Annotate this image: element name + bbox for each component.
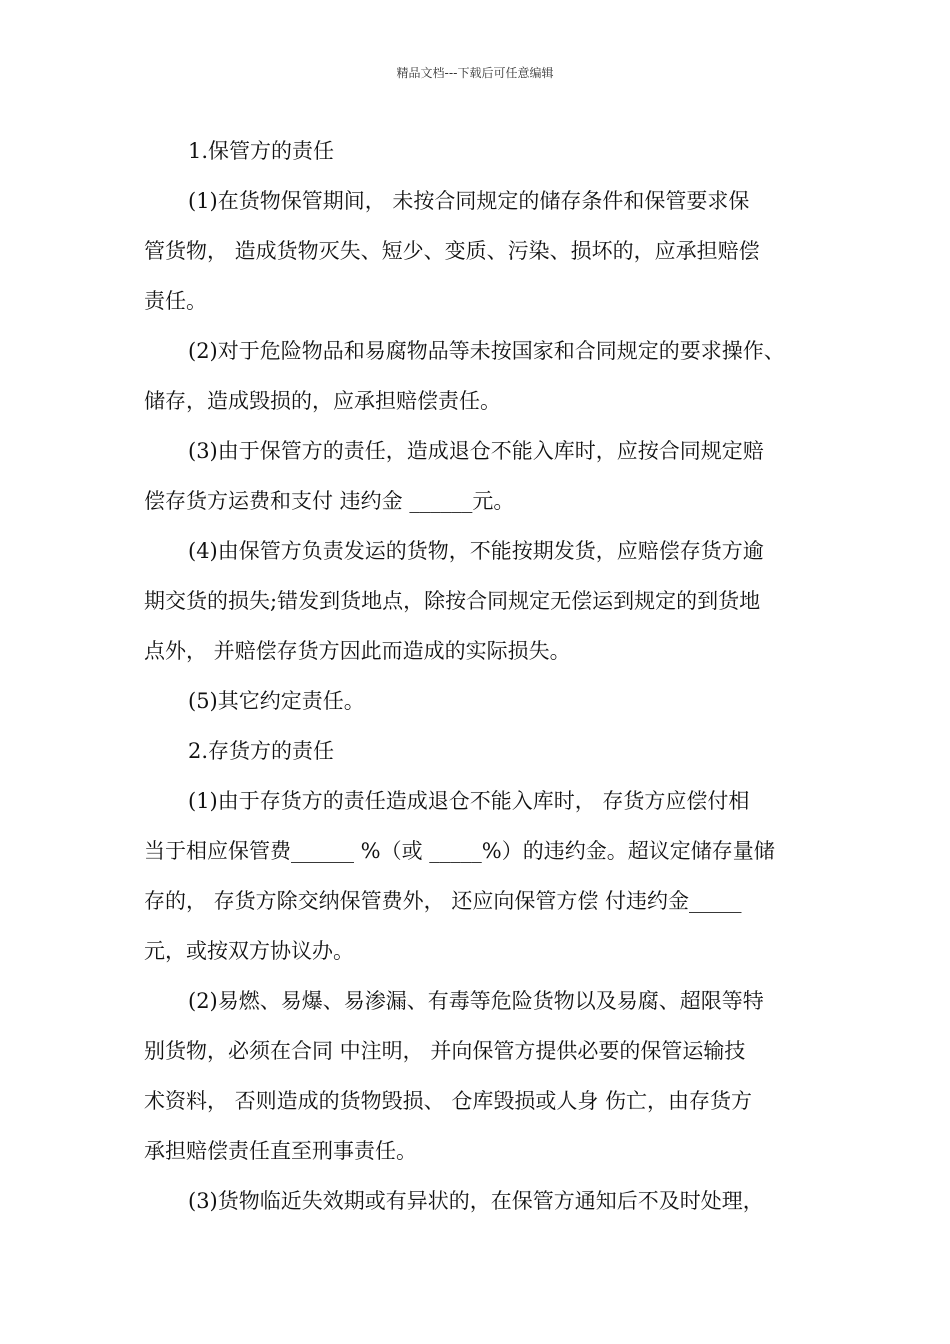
paragraph-line: (1)由于存货方的责任造成退仓不能入库时， 存货方应偿付相 [188, 789, 750, 813]
paragraph-line: 别货物，必须在合同 中注明， 并向保管方提供必要的保管运输技 [144, 1039, 746, 1063]
paragraph-line: 点外， 并赔偿存货方因此而造成的实际损失。 [144, 639, 571, 663]
page-header: 精品文档---下载后可任意编辑 [396, 66, 554, 80]
paragraph-line: 当于相应保管费______ %（或 _____%）的违约金。超议定储存量储 [144, 839, 775, 863]
paragraph-line: (3)由于保管方的责任，造成退仓不能入库时，应按合同规定赔 [188, 439, 764, 463]
paragraph-line: (2)易燃、易爆、易渗漏、有毒等危险货物以及易腐、超限等特 [188, 989, 764, 1013]
paragraph-line: (2)对于危险物品和易腐物品等未按国家和合同规定的要求操作、 [188, 339, 785, 363]
paragraph-line: (1)在货物保管期间， 未按合同规定的储存条件和保管要求保 [188, 189, 750, 213]
paragraph-line: 储存，造成毁损的，应承担赔偿责任。 [144, 389, 501, 413]
section-heading: 1.保管方的责任 [188, 139, 335, 163]
paragraph-line: (4)由保管方负责发运的货物，不能按期发货，应赔偿存货方逾 [188, 539, 764, 563]
paragraph-line: (5)其它约定责任。 [188, 689, 365, 713]
section-heading: 2.存货方的责任 [188, 739, 335, 763]
paragraph-line: 管货物， 造成货物灭失、短少、变质、污染、损坏的，应承担赔偿 [144, 239, 760, 263]
paragraph-line: 术资料， 否则造成的货物毁损、 仓库毁损或人身 伤亡，由存货方 [144, 1089, 753, 1113]
paragraph-line: 期交货的损失;错发到货地点，除按合同规定无偿运到规定的到货地 [144, 589, 761, 613]
paragraph-line: 元，或按双方协议办。 [144, 939, 354, 963]
paragraph-line: 承担赔偿责任直至刑事责任。 [144, 1139, 417, 1163]
paragraph-line: 偿存货方运费和支付 违约金 ______元。 [144, 489, 515, 513]
paragraph-line: (3)货物临近失效期或有异状的，在保管方通知后不及时处理， [188, 1189, 764, 1213]
paragraph-line: 责任。 [144, 289, 207, 313]
paragraph-line: 存的， 存货方除交纳保管费外， 还应向保管方偿 付违约金_____ [144, 889, 742, 913]
